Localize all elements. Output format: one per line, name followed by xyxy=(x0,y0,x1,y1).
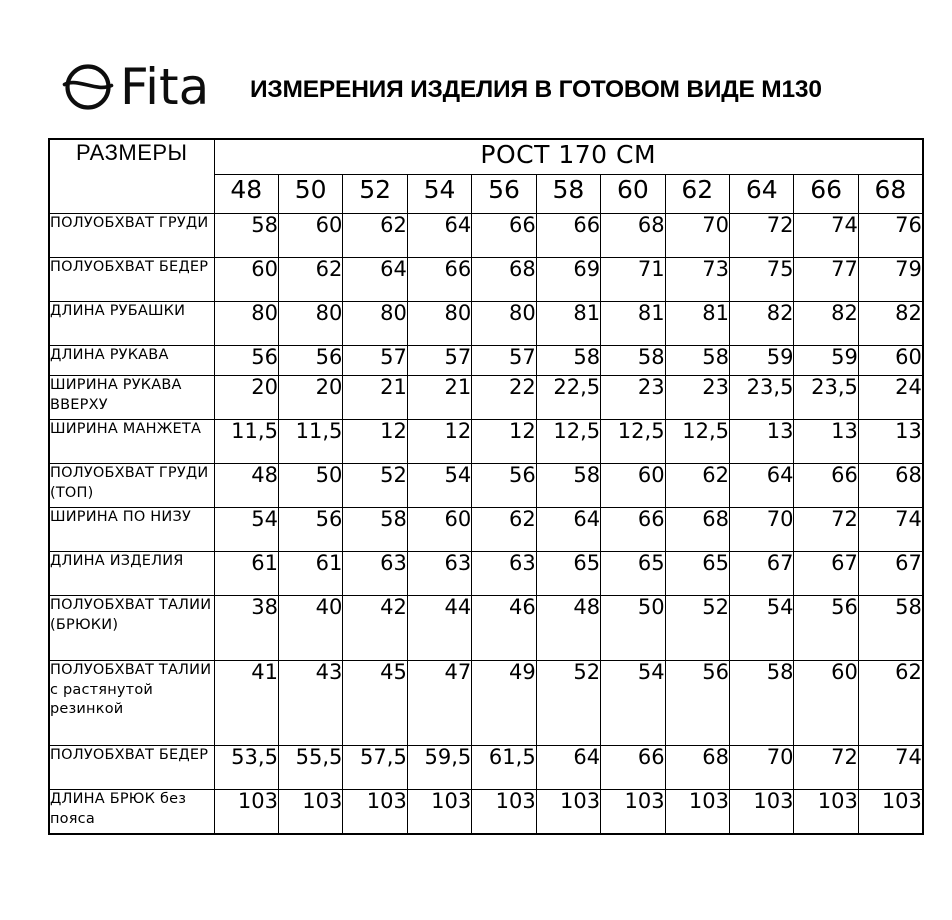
measurement-cell: 40 xyxy=(278,596,342,661)
page-header xyxy=(0,52,952,128)
table-row xyxy=(49,376,923,420)
size-column-header: 54 xyxy=(407,175,471,214)
measurement-cell: 46 xyxy=(472,596,536,661)
measurement-cell: 81 xyxy=(536,302,600,346)
measurement-cell: 58 xyxy=(730,661,794,746)
measurement-cell: 58 xyxy=(536,464,600,508)
measurement-cell: 12 xyxy=(407,420,471,464)
measurement-cell: 56 xyxy=(794,596,858,661)
table-row xyxy=(49,258,923,302)
measurement-cell: 74 xyxy=(858,746,923,790)
measurement-cell: 66 xyxy=(794,464,858,508)
measurement-cell: 70 xyxy=(730,508,794,552)
measurement-cell: 52 xyxy=(343,464,407,508)
measurement-cell: 103 xyxy=(665,790,729,835)
measurement-cell: 103 xyxy=(472,790,536,835)
measurement-cell: 64 xyxy=(536,508,600,552)
measurement-cell: 54 xyxy=(601,661,665,746)
size-column-header: 48 xyxy=(214,175,278,214)
measurement-cell: 21 xyxy=(343,376,407,420)
measurement-cell: 69 xyxy=(536,258,600,302)
measurement-cell: 103 xyxy=(536,790,600,835)
measurement-cell: 61 xyxy=(278,552,342,596)
measurement-cell: 82 xyxy=(730,302,794,346)
measurement-cell: 66 xyxy=(536,214,600,258)
measurement-cell: 66 xyxy=(407,258,471,302)
page-title: ИЗМЕРЕНИЯ ИЗДЕЛИЯ В ГОТОВОМ ВИДЕ М130 xyxy=(250,76,822,103)
measurement-cell: 20 xyxy=(214,376,278,420)
row-label: ПОЛУОБХВАТ ГРУДИ xyxy=(49,214,214,258)
measurement-cell: 64 xyxy=(343,258,407,302)
measurement-cell: 60 xyxy=(794,661,858,746)
measurement-cell: 42 xyxy=(343,596,407,661)
measurement-cell: 68 xyxy=(665,746,729,790)
measurement-cell: 72 xyxy=(730,214,794,258)
table-row xyxy=(49,790,923,835)
measurement-cell: 68 xyxy=(665,508,729,552)
measurement-cell: 75 xyxy=(730,258,794,302)
measurement-cell: 58 xyxy=(601,346,665,376)
table-body xyxy=(49,214,923,835)
measurement-cell: 65 xyxy=(601,552,665,596)
measurement-cell: 55,5 xyxy=(278,746,342,790)
measurement-cell: 82 xyxy=(858,302,923,346)
measurement-cell: 103 xyxy=(730,790,794,835)
measurement-cell: 13 xyxy=(794,420,858,464)
size-group-header: РОСТ 170 СМ xyxy=(214,139,923,175)
row-label: ДЛИНА РУБАШКИ xyxy=(49,302,214,346)
measurement-cell: 56 xyxy=(214,346,278,376)
measurement-cell: 58 xyxy=(536,346,600,376)
measurement-cell: 66 xyxy=(472,214,536,258)
measurement-cell: 74 xyxy=(858,508,923,552)
measurement-cell: 53,5 xyxy=(214,746,278,790)
row-label: ПОЛУОБХВАТ ТАЛИИ с растянутой резинкой xyxy=(49,661,214,746)
size-column-header: 58 xyxy=(536,175,600,214)
row-label: ПОЛУОБХВАТ ГРУДИ (ТОП) xyxy=(49,464,214,508)
row-label: ШИРИНА ПО НИЗУ xyxy=(49,508,214,552)
row-label: ШИРИНА МАНЖЕТА xyxy=(49,420,214,464)
measurement-cell: 66 xyxy=(601,746,665,790)
measurement-cell: 77 xyxy=(794,258,858,302)
measurement-cell: 71 xyxy=(601,258,665,302)
measurement-cell: 11,5 xyxy=(214,420,278,464)
size-column-header: 56 xyxy=(472,175,536,214)
measurement-cell: 50 xyxy=(278,464,342,508)
measurement-cell: 52 xyxy=(536,661,600,746)
measurement-cell: 103 xyxy=(214,790,278,835)
measurement-cell: 60 xyxy=(214,258,278,302)
measurement-cell: 68 xyxy=(858,464,923,508)
table-head-group-row xyxy=(49,139,923,175)
measurement-cell: 61,5 xyxy=(472,746,536,790)
measurement-cell: 103 xyxy=(278,790,342,835)
measurement-cell: 62 xyxy=(278,258,342,302)
table-row xyxy=(49,552,923,596)
size-column-header: 64 xyxy=(730,175,794,214)
measurement-cell: 60 xyxy=(278,214,342,258)
measurement-cell: 70 xyxy=(730,746,794,790)
measurement-cell: 57 xyxy=(343,346,407,376)
row-label: ДЛИНА БРЮК без пояса xyxy=(49,790,214,835)
table-head xyxy=(49,139,923,214)
measurement-cell: 62 xyxy=(343,214,407,258)
measurement-cell: 38 xyxy=(214,596,278,661)
measurement-cell: 24 xyxy=(858,376,923,420)
measurement-cell: 22 xyxy=(472,376,536,420)
measurement-cell: 80 xyxy=(343,302,407,346)
measurement-cell: 80 xyxy=(407,302,471,346)
measurement-cell: 64 xyxy=(407,214,471,258)
measurement-cell: 70 xyxy=(665,214,729,258)
measurement-cell: 59 xyxy=(794,346,858,376)
table-row xyxy=(49,346,923,376)
label-column-header: РАЗМЕРЫ xyxy=(49,139,214,214)
measurement-cell: 62 xyxy=(472,508,536,552)
row-label: ДЛИНА РУКАВА xyxy=(49,346,214,376)
measurement-cell: 62 xyxy=(858,661,923,746)
measurement-cell: 62 xyxy=(665,464,729,508)
measurement-cell: 103 xyxy=(794,790,858,835)
measurement-cell: 67 xyxy=(858,552,923,596)
measurement-cell: 80 xyxy=(214,302,278,346)
measurement-cell: 54 xyxy=(407,464,471,508)
fita-circle-wave-logo-icon xyxy=(62,61,114,113)
size-column-header: 62 xyxy=(665,175,729,214)
measurement-cell: 72 xyxy=(794,746,858,790)
measurement-cell: 63 xyxy=(472,552,536,596)
table-row xyxy=(49,508,923,552)
measurement-cell: 52 xyxy=(665,596,729,661)
size-column-header: 66 xyxy=(794,175,858,214)
measurement-cell: 47 xyxy=(407,661,471,746)
row-label: ШИРИНА РУКАВА ВВЕРХУ xyxy=(49,376,214,420)
measurement-cell: 60 xyxy=(858,346,923,376)
measurement-cell: 21 xyxy=(407,376,471,420)
measurement-cell: 65 xyxy=(536,552,600,596)
measurement-cell: 13 xyxy=(730,420,794,464)
table-row xyxy=(49,661,923,746)
measurement-cell: 50 xyxy=(601,596,665,661)
measurement-cell: 12,5 xyxy=(665,420,729,464)
measurement-cell: 56 xyxy=(278,346,342,376)
measurement-cell: 45 xyxy=(343,661,407,746)
measurement-cell: 12,5 xyxy=(536,420,600,464)
measurement-cell: 67 xyxy=(794,552,858,596)
measurement-cell: 61 xyxy=(214,552,278,596)
measurement-cell: 103 xyxy=(407,790,471,835)
measurement-cell: 103 xyxy=(343,790,407,835)
measurement-cell: 68 xyxy=(601,214,665,258)
measurement-cell: 68 xyxy=(472,258,536,302)
measurement-cell: 82 xyxy=(794,302,858,346)
measurement-cell: 103 xyxy=(601,790,665,835)
table-row xyxy=(49,596,923,661)
measurement-cell: 60 xyxy=(407,508,471,552)
measurement-cell: 80 xyxy=(278,302,342,346)
measurement-cell: 59 xyxy=(730,346,794,376)
measurement-cell: 76 xyxy=(858,214,923,258)
measurement-cell: 64 xyxy=(730,464,794,508)
brand-logo xyxy=(62,56,209,118)
measurement-cell: 20 xyxy=(278,376,342,420)
size-column-header: 52 xyxy=(343,175,407,214)
table-row xyxy=(49,302,923,346)
measurement-cell: 23,5 xyxy=(794,376,858,420)
measurement-cell: 58 xyxy=(343,508,407,552)
measurement-cell: 80 xyxy=(472,302,536,346)
measurement-cell: 23 xyxy=(665,376,729,420)
measurement-cell: 13 xyxy=(858,420,923,464)
row-label: ПОЛУОБХВАТ БЕДЕР xyxy=(49,258,214,302)
measurement-cell: 74 xyxy=(794,214,858,258)
measurement-cell: 44 xyxy=(407,596,471,661)
measurement-cell: 58 xyxy=(214,214,278,258)
measurement-cell: 59,5 xyxy=(407,746,471,790)
measurement-cell: 65 xyxy=(665,552,729,596)
measurement-cell: 79 xyxy=(858,258,923,302)
measurement-cell: 60 xyxy=(601,464,665,508)
row-label: ПОЛУОБХВАТ БЕДЕР xyxy=(49,746,214,790)
measurement-cell: 58 xyxy=(665,346,729,376)
table-row xyxy=(49,464,923,508)
measurement-cell: 54 xyxy=(214,508,278,552)
measurement-cell: 63 xyxy=(343,552,407,596)
measurement-cell: 57,5 xyxy=(343,746,407,790)
measurement-cell: 67 xyxy=(730,552,794,596)
row-label: ПОЛУОБХВАТ ТАЛИИ (БРЮКИ) xyxy=(49,596,214,661)
measurement-cell: 73 xyxy=(665,258,729,302)
measurements-table-wrap xyxy=(48,138,922,835)
measurement-cell: 56 xyxy=(278,508,342,552)
measurement-cell: 22,5 xyxy=(536,376,600,420)
measurement-cell: 64 xyxy=(536,746,600,790)
measurement-cell: 72 xyxy=(794,508,858,552)
table-row xyxy=(49,214,923,258)
measurement-cell: 23 xyxy=(601,376,665,420)
measurement-cell: 11,5 xyxy=(278,420,342,464)
measurement-cell: 41 xyxy=(214,661,278,746)
measurement-cell: 81 xyxy=(601,302,665,346)
size-column-header: 50 xyxy=(278,175,342,214)
measurement-cell: 54 xyxy=(730,596,794,661)
measurement-cell: 48 xyxy=(536,596,600,661)
size-column-header: 68 xyxy=(858,175,923,214)
measurement-cell: 57 xyxy=(472,346,536,376)
measurement-cell: 56 xyxy=(665,661,729,746)
measurement-cell: 56 xyxy=(472,464,536,508)
measurement-cell: 81 xyxy=(665,302,729,346)
measurement-cell: 12 xyxy=(472,420,536,464)
measurement-cell: 23,5 xyxy=(730,376,794,420)
measurement-cell: 63 xyxy=(407,552,471,596)
brand-logo-text: Fita xyxy=(120,58,210,116)
table-row xyxy=(49,746,923,790)
size-column-header: 60 xyxy=(601,175,665,214)
measurement-cell: 49 xyxy=(472,661,536,746)
row-label: ДЛИНА ИЗДЕЛИЯ xyxy=(49,552,214,596)
measurement-cell: 12,5 xyxy=(601,420,665,464)
measurement-cell: 66 xyxy=(601,508,665,552)
table-row xyxy=(49,420,923,464)
measurement-cell: 43 xyxy=(278,661,342,746)
measurement-cell: 57 xyxy=(407,346,471,376)
measurement-cell: 12 xyxy=(343,420,407,464)
measurement-cell: 48 xyxy=(214,464,278,508)
measurement-cell: 58 xyxy=(858,596,923,661)
measurement-cell: 103 xyxy=(858,790,923,835)
measurements-table xyxy=(48,138,924,835)
